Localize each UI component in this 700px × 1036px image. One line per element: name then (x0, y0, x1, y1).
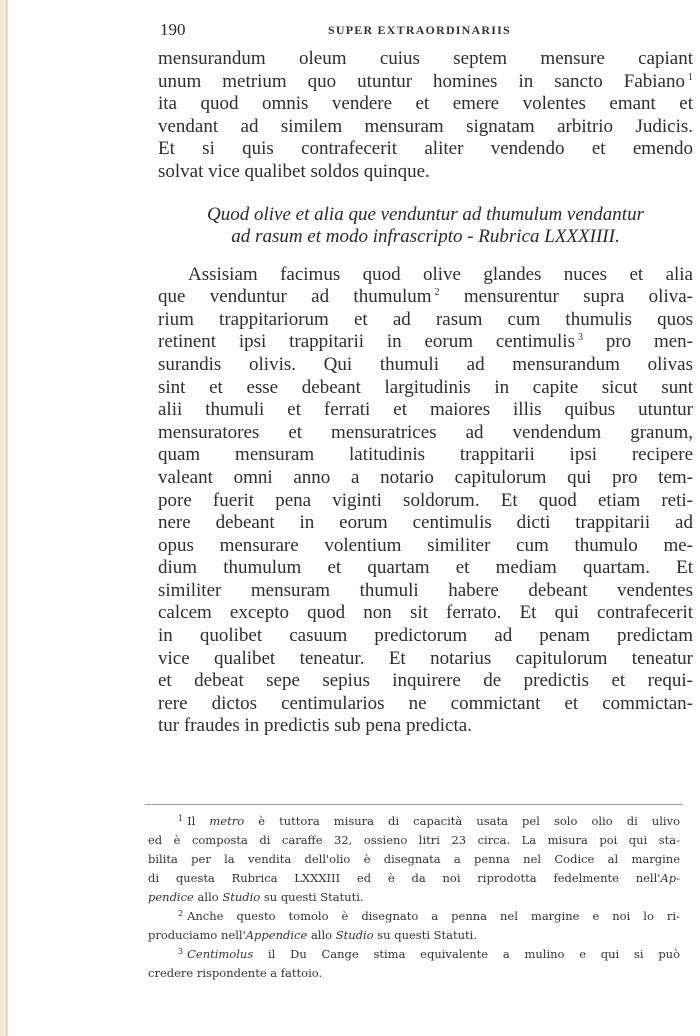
text-span: Ap- (660, 871, 680, 885)
running-head (158, 20, 693, 46)
text-line: mensuratores et mensuratrices ad vendendum granum, (158, 421, 693, 443)
footnotes (148, 812, 680, 983)
text-line: vendant ad similem mensuram signatam arbitrio Judicis. (158, 115, 693, 137)
running-title: SUPER EXTRAORDINARIIS (328, 23, 511, 37)
text-line: tur fraudes in predictis sub pena predicta. (158, 715, 472, 737)
footnote-line (148, 869, 680, 888)
text-span: Studio (335, 928, 374, 942)
text-span: di questa Rubrica LXXXIII ed è da noi riprodotta fedelmente nell' (148, 871, 661, 885)
footnote-line (148, 926, 680, 945)
footnote-number: 3 (178, 947, 184, 956)
text-line (158, 331, 693, 354)
text-span: retinent ipsi trappitarii in eorum centimulis (158, 331, 575, 353)
text-span: Anche questo tomolo è disegnato a penna nel margine e noi lo ri- (187, 909, 680, 923)
text-line: nere debeant in eorum centimulis dicti trappitarii ad (158, 512, 693, 534)
text-line: valeant omni anno a notario capitulorum qui pro tem- (158, 466, 693, 488)
text-span: allo (310, 928, 333, 942)
text-span: pendice (148, 890, 194, 904)
text-span: Studio (222, 890, 261, 904)
text-span: mensurentur supra oliva- (463, 286, 693, 308)
page-number: 190 (160, 20, 186, 39)
text-span: unum metrium quo utuntur homines in sancto Fabiano (158, 70, 685, 92)
page-edge (0, 0, 8, 1036)
text-line: opus mensurare volentium similiter cum thumulo me- (158, 534, 693, 556)
text-span: il Du Cange stima equivalente a mulino e qui si può (267, 947, 681, 961)
footnote-line: bilita per la vendita dell'olio è disegnata a penna nel Codice al margine (148, 852, 680, 866)
footnote-ref: 3 (577, 332, 583, 344)
footnote-number: 1 (178, 814, 184, 823)
text-span: su questi Statuti. (263, 890, 364, 904)
text-span: metro (209, 814, 245, 828)
footnote-ref: 1 (688, 71, 693, 83)
text-line: calcem excepto quod non sit ferrato. Et qui contrafecerit (158, 602, 693, 624)
text-line: alii thumuli et ferrati et maiores illis quibus utuntur (158, 399, 693, 421)
text-span: Appendice (245, 928, 308, 942)
rubric-heading (158, 204, 693, 249)
footnote-divider (145, 804, 683, 805)
text-line (158, 71, 693, 94)
text-span: produciamo nell' (148, 928, 246, 942)
book-page (158, 20, 693, 738)
text-line: sint et esse debeant largitudinis in capite sicut sunt (158, 376, 693, 398)
footnote-number: 2 (178, 909, 184, 918)
footnote-line (148, 812, 680, 831)
text-line: quam mensuram latitudinis trappitarii ipsi recipere (158, 444, 693, 466)
text-line: Assisiam facimus quod olive glandes nuces et alia (188, 263, 693, 285)
text-line: Et si quis contrafecerit aliter vendendo et emendo (158, 138, 693, 160)
footnote-line: ed è composta di caraffe 32, ossieno litri 23 circa. La misura poi qui sta- (148, 833, 680, 847)
rubric-line: Quod olive et alia que venduntur ad thumulum vendantur (207, 203, 644, 225)
body-paragraph (158, 264, 693, 738)
text-line: pore fuerit pena viginti soldorum. Et quod etiam reti- (158, 489, 693, 511)
footnote-line (148, 907, 680, 926)
text-line: solvat vice qualibet soldos quinque. (158, 160, 430, 182)
text-span: allo (197, 890, 219, 904)
text-line: similiter mensuram thumuli habere debeant vendentes (158, 579, 693, 601)
text-span: que venduntur ad thumulum (158, 286, 432, 308)
footnote-line (148, 945, 680, 964)
body-paragraph-continued (158, 48, 693, 184)
text-line: surandis olivis. Qui thumuli ad mensurandum olivas (158, 353, 693, 375)
text-line (158, 286, 693, 309)
footnote-line: credere rispondente a fattoio. (148, 966, 323, 980)
text-line: rium trappitariorum et ad rasum cum thumulis quos (158, 308, 693, 330)
text-line: vice qualibet teneatur. Et notarius capitulorum teneatur (158, 647, 693, 669)
text-line: dium thumulum et quartam et mediam quartam. Et (158, 557, 693, 579)
text-span: su questi Statuti. (377, 928, 477, 942)
text-line: et debeat sepe sepius inquirere de predictis et requi- (158, 670, 693, 692)
footnote-line (148, 888, 680, 907)
text-line: mensurandum oleum cuius septem mensure capiant (158, 48, 693, 69)
footnote-ref: 2 (434, 287, 440, 299)
text-span: Il (187, 814, 196, 828)
rubric-line: ad rasum et modo infrascripto - Rubrica LXXXIIII. (231, 226, 620, 248)
text-span: è tuttora misura di capacità usata pel solo olio di ulivo (258, 814, 681, 828)
text-line: in quolibet casuum predictorum ad penam predictam (158, 625, 693, 647)
text-span: pro men- (605, 331, 694, 353)
text-span: Centimolus (187, 947, 254, 961)
text-line: ita quod omnis vendere et emere volentes emant et (158, 93, 693, 115)
text-line: rere dictos centimularios ne commictant et commictan- (158, 692, 693, 714)
